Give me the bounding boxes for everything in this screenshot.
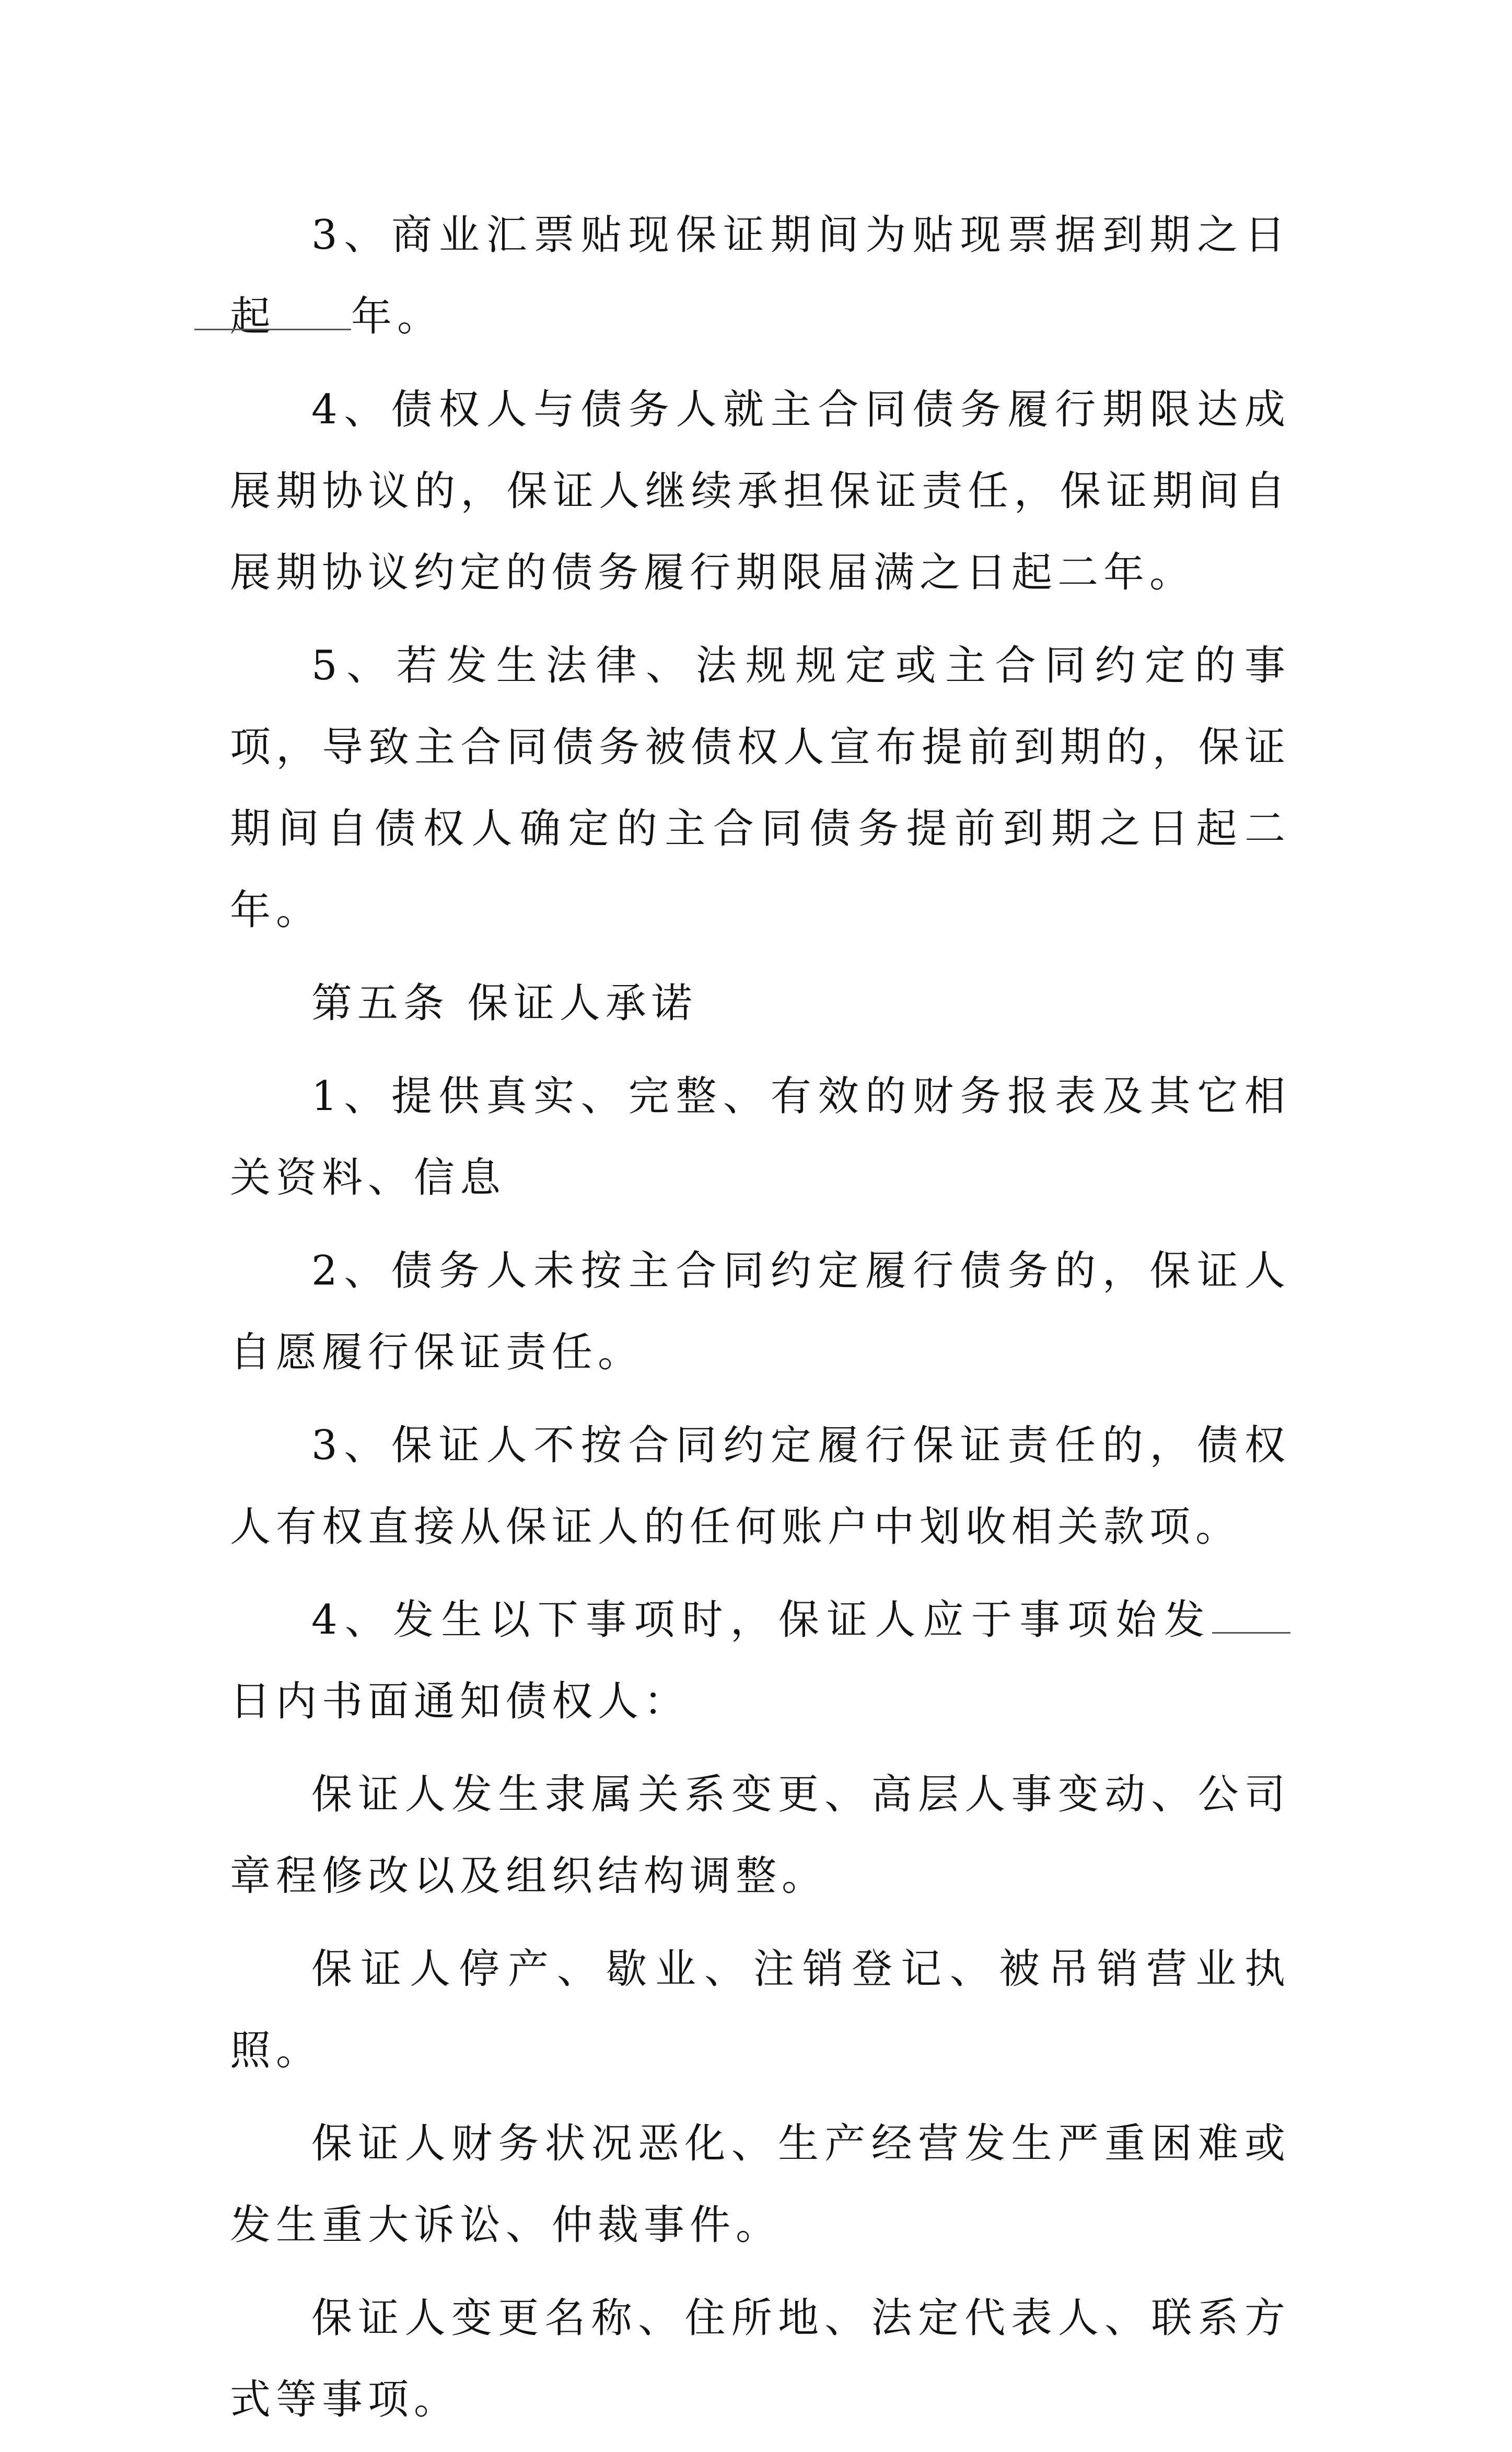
- paragraph-commitment-1: 1、提供真实、完整、有效的财务报表及其它相关资料、信息: [230, 1073, 1290, 1201]
- fill-in-blank-years[interactable]: [194, 294, 351, 330]
- paragraph-event-name-change: 保证人变更名称、住所地、法定代表人、联系方式等事项。: [230, 2295, 1290, 2423]
- paragraph-early-maturity: 5、若发生法律、法规规定或主合同约定的事项，导致主合同债务被债权人宣布提前到期的，保证期间自债权人确定的主合同债务提前到期之日起二年。: [230, 642, 1290, 934]
- paragraph-event-affiliation-change: 保证人发生隶属关系变更、高层人事变动、公司章程修改以及组织结构调整。: [230, 1771, 1290, 1900]
- paragraph-commitment-3: 3、保证人不按合同约定履行保证责任的，债权人有权直接从保证人的任何账户中划收相关款项。: [230, 1422, 1290, 1551]
- paragraph-commitment-2: 2、债务人未按主合同约定履行债务的，保证人自愿履行保证责任。: [230, 1247, 1290, 1376]
- paragraph-event-financial-deterioration: 保证人财务状况恶化、生产经营发生严重困难或发生重大诉讼、仲裁事件。: [230, 2120, 1290, 2249]
- paragraph-discount-guarantee-period: [230, 194, 1290, 357]
- paragraph-text: 4、发生以下事项时，保证人应于事项始发: [311, 1597, 1212, 1644]
- paragraph-text: 日内书面通知债权人：: [230, 1678, 690, 1725]
- paragraph-text: 年。: [351, 293, 444, 340]
- document-body: [230, 194, 1290, 2452]
- paragraph-text: 3、商业汇票贴现保证期间为贴现票据到期之日起: [230, 212, 1290, 340]
- section-heading-article-5: 第五条 保证人承诺: [311, 980, 697, 1027]
- paragraph-commitment-4: [230, 1579, 1290, 1742]
- paragraph-extension-agreement: 4、债权人与债务人就主合同债务履行期限达成展期协议的，保证人继续承担保证责任，保证期间自展期协议约定的债务履行期限届满之日起二年。: [230, 386, 1290, 596]
- fill-in-blank-days[interactable]: [1212, 1598, 1290, 1634]
- paragraph-event-suspension: 保证人停产、歇业、注销登记、被吊销营业执照。: [230, 1946, 1290, 2074]
